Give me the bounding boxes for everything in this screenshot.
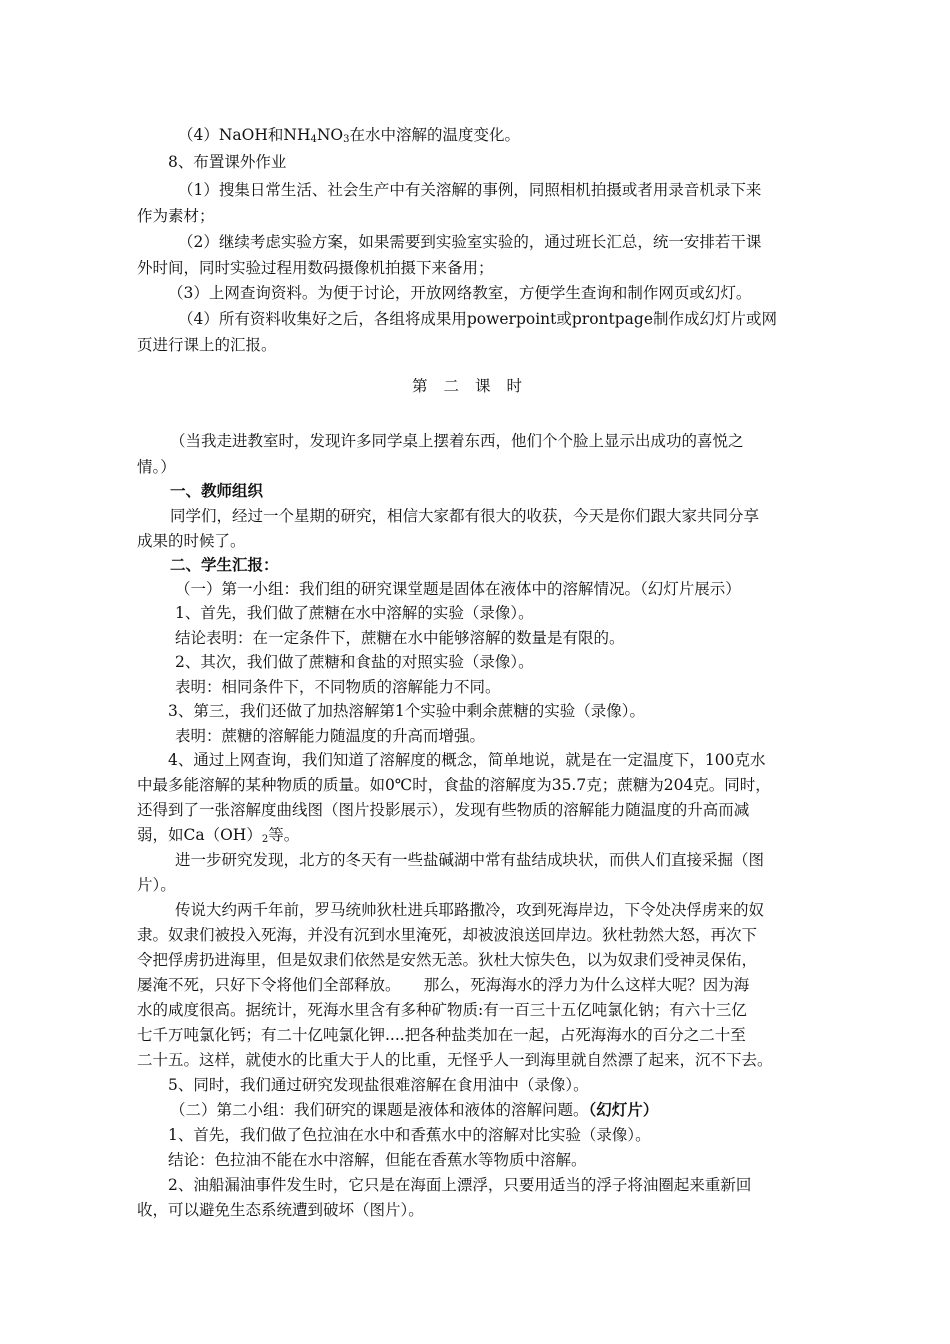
subscript: 2 [261, 834, 269, 845]
paragraph-line: 2、其次，我们做了蔗糖和食盐的对照实验（录像）。 [175, 653, 534, 671]
heading-students: 二、学生汇报： [170, 555, 279, 574]
text-run: （4）NaOH和NH [178, 126, 311, 144]
paragraph-line [170, 1100, 850, 1120]
paragraph-line: 同学们，经过一个星期的研究，相信大家都有很大的收获，今天是你们跟大家共同分享 [170, 507, 760, 525]
paragraph-line: （一）第一小组：我们组的研究课堂题是固体在液体中的溶解情况。（幻灯片展示） [175, 580, 741, 598]
paragraph-line: 2、油船漏油事件发生时，它只是在海面上漂浮，只要用适当的浮子将油圈起来重新回 [168, 1176, 752, 1194]
text-run: 弱，如Ca（OH） [137, 826, 262, 844]
paragraph-line: 作为素材； [137, 207, 215, 225]
paragraph-line: 七千万吨氯化钙；有二十亿吨氯化钾....把各种盐类加在一起，占死海海水的百分之二十至 [137, 1026, 746, 1044]
text-run: 等。 [268, 826, 300, 844]
paragraph-line: 情。） [137, 458, 176, 476]
paragraph-line: 隶。奴隶们被投入死海，并没有沉到水里淹死，却被波浪送回岸边。狄杜勃然大怒，再次下 [137, 926, 758, 944]
paragraph-line: 中最多能溶解的某种物质的质量。如0℃时，食盐的溶解度为35.7克；蔗糖为204克。同时， [137, 776, 771, 794]
section-heading: 8、布置课外作业 [168, 153, 287, 171]
paragraph-line: （1）搜集日常生活、社会生产中有关溶解的事例，同照相机拍摄或者用录音机录下来 [178, 181, 762, 199]
subscript: 4 [310, 134, 317, 145]
paragraph-line: 还得到了一张溶解度曲线图（图片投影展示），发现有些物质的溶解能力随温度的升高而减 [137, 801, 750, 819]
paragraph-line: （2）继续考虑实验方案，如果需要到实验室实验的，通过班长汇总，统一安排若干课 [178, 233, 762, 251]
paragraph-line: 令把俘虏扔进海里，但是奴隶们依然是安然无恙。狄杜大惊失色，以为奴隶们受神灵保佑， [137, 951, 758, 969]
paragraph-line: （当我走进教室时，发现许多同学桌上摆着东西，他们个个脸上显示出成功的喜悦之 [170, 432, 744, 450]
paragraph-line: 进一步研究发现，北方的冬天有一些盐碱湖中常有盐结成块状，而供人们直接采掘（图 [175, 851, 765, 869]
bold-text-run: （幻灯片） [588, 1100, 659, 1119]
paragraph-line: 页进行课上的汇报。 [137, 336, 277, 354]
text-run: 在水中溶解的温度变化。 [349, 126, 521, 144]
paragraph-line [178, 125, 858, 145]
paragraph-line: 收，可以避免生态系统遭到破坏（图片）。 [137, 1201, 424, 1219]
paragraph-line: 1、首先，我们做了色拉油在水中和香蕉水中的溶解对比实验（录像）。 [168, 1126, 651, 1144]
paragraph-line: 4、通过上网查询，我们知道了溶解度的概念，简单地说，就是在一定温度下，100克水 [168, 751, 766, 769]
section-title: 第二课时 [411, 377, 538, 395]
paragraph-line: 表明：相同条件下，不同物质的溶解能力不同。 [175, 678, 501, 696]
paragraph-line: 结论表明：在一定条件下，蔗糖在水中能够溶解的数量是有限的。 [175, 629, 625, 647]
paragraph-line [137, 825, 817, 845]
paragraph-line: 成果的时候了。 [137, 532, 246, 550]
paragraph-line: 片）。 [137, 876, 176, 894]
paragraph-line: （3）上网查询资料。为便于讨论，开放网络教室，方便学生查询和制作网页或幻灯。 [168, 284, 752, 302]
paragraph-line: 外时间，同时实验过程用数码摄像机拍摄下来备用； [137, 259, 494, 277]
paragraph-line: 1、首先，我们做了蔗糖在水中溶解的实验（录像）。 [175, 604, 534, 622]
paragraph-line: 传说大约两千年前，罗马统帅狄杜进兵耶路撒冷，攻到死海岸边，下令处决俘虏来的奴 [175, 901, 765, 919]
paragraph-line: 二十五。这样，就使水的比重大于人的比重，无怪乎人一到海里就自然漂了起来，沉不下去。 [137, 1051, 773, 1069]
paragraph-line: 3、第三，我们还做了加热溶解第1个实验中剩余蔗糖的实验（录像）。 [168, 702, 645, 720]
heading-teacher: 一、教师组织 [170, 481, 264, 500]
subscript: 3 [343, 134, 350, 145]
paragraph-line: 5、同时，我们通过研究发现盐很难溶解在食用油中（录像）。 [168, 1076, 589, 1094]
paragraph-line: 结论：色拉油不能在水中溶解，但能在香蕉水等物质中溶解。 [168, 1151, 587, 1169]
paragraph-line: 屡淹不死，只好下令将他们全部释放。 那么，死海海水的浮力为什么这样大呢？因为海 [137, 976, 750, 994]
paragraph-line: 表明：蔗糖的溶解能力随温度的升高而增强。 [175, 727, 486, 745]
paragraph-line: （4）所有资料收集好之后，各组将成果用powerpoint或prontpage制作成幻灯片或网 [178, 310, 778, 328]
paragraph-line: 水的咸度很高。据统计，死海水里含有多种矿物质:有一百三十五亿吨氯化钠；有六十三亿 [137, 1001, 747, 1019]
text-run: NO [316, 126, 344, 144]
text-run: （二）第二小组：我们研究的课题是液体和液体的溶解问题。 [170, 1101, 589, 1119]
